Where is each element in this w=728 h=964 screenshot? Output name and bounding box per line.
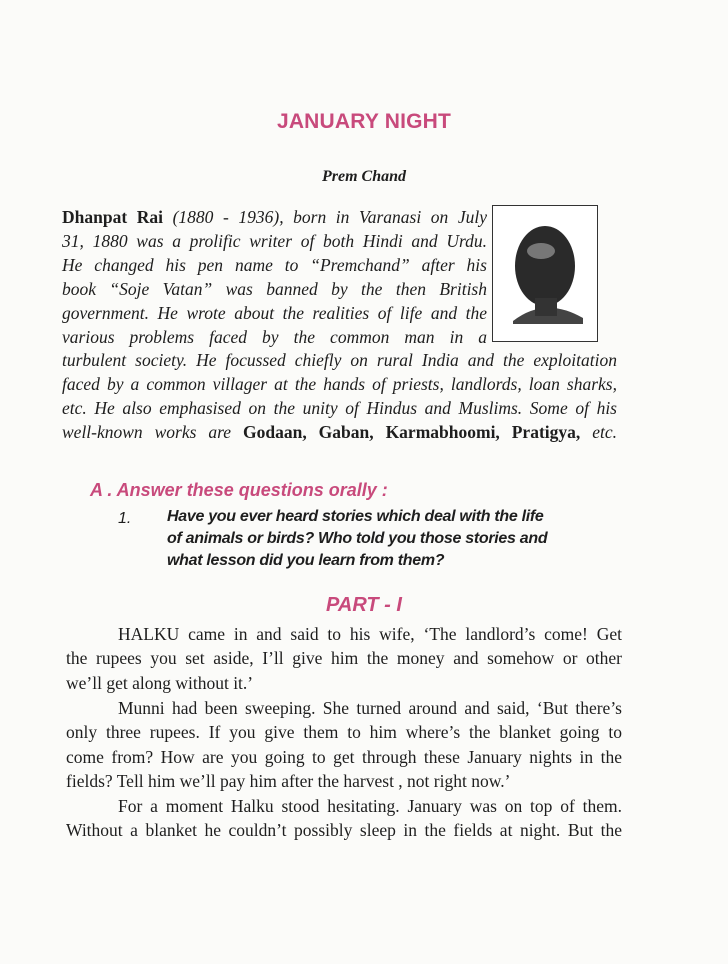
bio-line: various problems faced by the common man in a (62, 327, 487, 347)
body-line: fields? Tell him we’ll pay him after the harvest , not right now.’ (66, 771, 511, 791)
author-name: Prem Chand (321, 168, 406, 185)
question-number: 1. (118, 510, 132, 527)
question-line: of animals or birds? Who told you those stories and (167, 530, 548, 547)
bio-line: faced by a common villager at the hands of priests, landlords, loan sharks, (62, 374, 617, 394)
portrait-image (493, 206, 597, 341)
body-line: only three rupees. If you give them to him where’s the blanket going to (66, 722, 622, 742)
bio-works: Godaan, Gaban, Karmabhoomi, Pratigya, (243, 422, 581, 442)
question-line: what lesson did you learn from them? (167, 552, 445, 569)
body-line: Munni had been sweeping. She turned around and said, ‘But there’s (118, 698, 622, 718)
bio-line: 31, 1880 was a prolific writer of both Hindi and Urdu. (62, 231, 487, 251)
bio-line: He changed his pen name to “Premchand” after his (62, 255, 487, 275)
author-portrait (492, 205, 598, 342)
bio-line: government. He wrote about the realities of life and the (62, 303, 487, 323)
question-line: Have you ever heard stories which deal with the life (167, 508, 544, 525)
part-heading: PART - I (326, 594, 402, 616)
bio-line: well-known works are Godaan, Gaban, Karmabhoomi, Pratigya, etc. (62, 422, 617, 442)
body-line: For a moment Halku stood hesitating. January was on top of them. (118, 796, 622, 816)
story-title: JANUARY NIGHT (276, 110, 452, 133)
body-line: the rupees you set aside, I’ll give him the money and somehow or other (66, 648, 622, 668)
bio-line: turbulent society. He focussed chiefly on rural India and the exploitation (62, 350, 617, 370)
bio-line: Dhanpat Rai (1880 - 1936), born in Varanasi on July (62, 207, 487, 227)
bio-line: etc. He also emphasised on the unity of Hindus and Muslims. Some of his (62, 398, 617, 418)
bio-line: book “Soje Vatan” was banned by the then British (62, 279, 487, 299)
body-line: HALKU came in and said to his wife, ‘The landlord’s come! Get (118, 624, 622, 644)
bio-name: Dhanpat Rai (62, 207, 163, 227)
body-line: Without a blanket he couldn’t possibly sleep in the fields at night. But the (66, 820, 622, 840)
body-line: we’ll get along without it.’ (66, 673, 254, 693)
section-a-heading: A . Answer these questions orally : (90, 480, 388, 500)
body-line: come from? How are you going to get through these January nights in the (66, 747, 622, 767)
